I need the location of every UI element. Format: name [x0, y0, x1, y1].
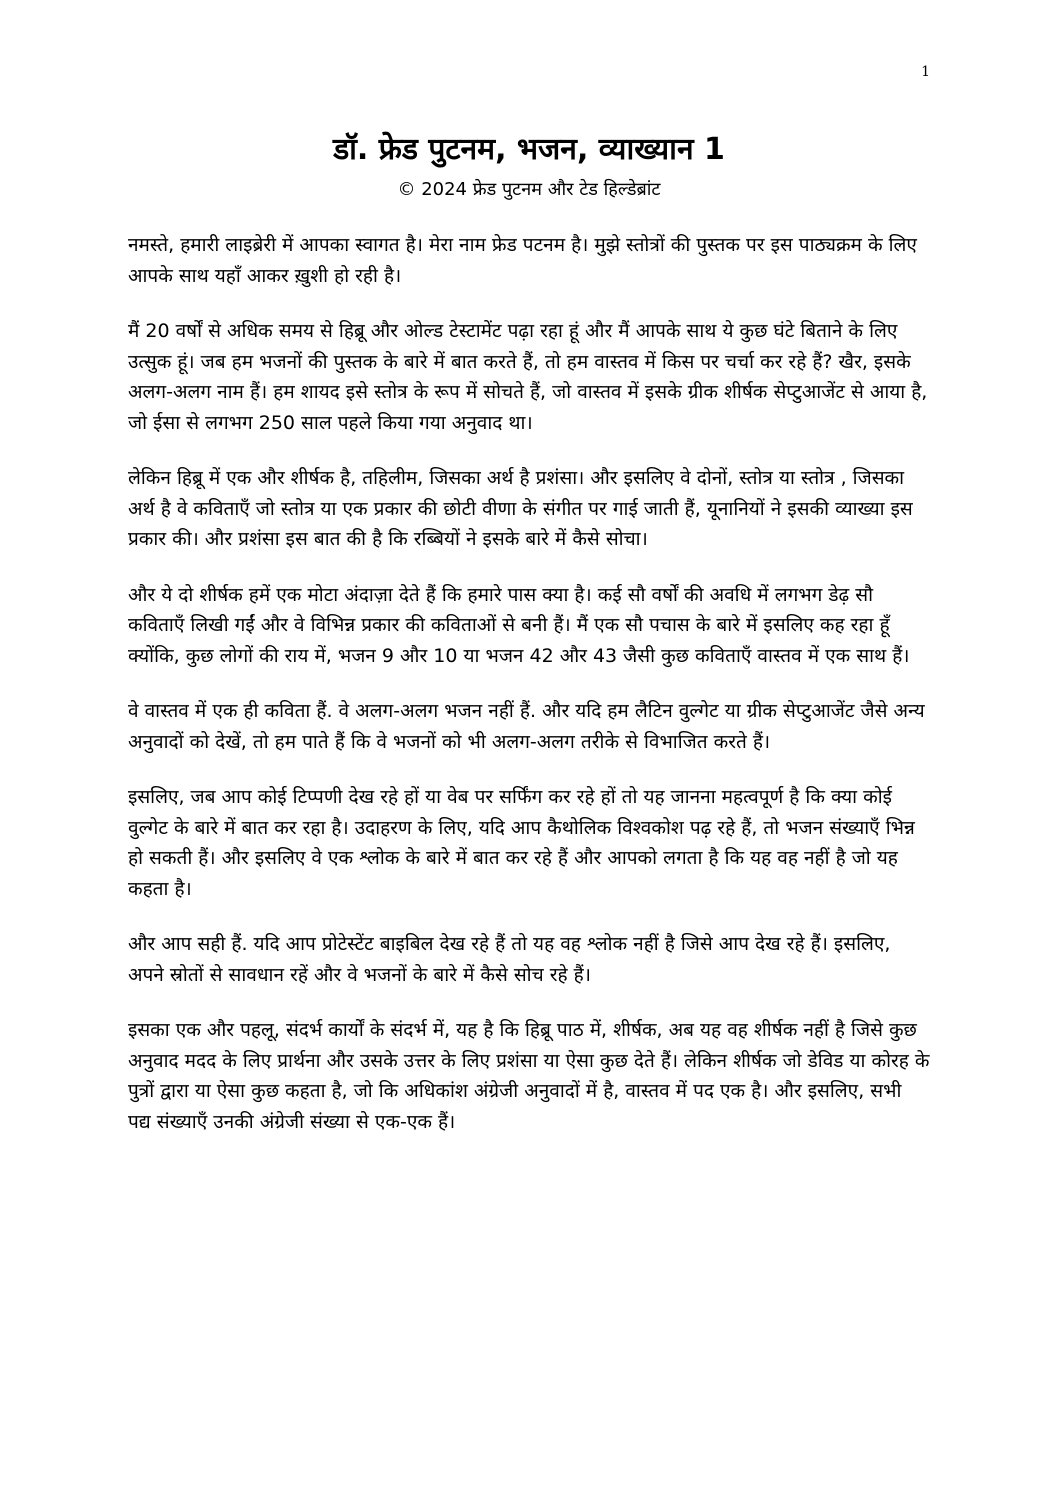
document-title: डॉ. फ्रेड पुटनम, भजन, व्याख्यान 1	[333, 132, 725, 167]
paragraph: इसका एक और पहलू, संदर्भ कार्यों के संदर्भ में, यह है कि हिब्रू पाठ में, शीर्षक, अब यह वह शीर्षक नहीं है जिसे कुछ अनुवाद मदद के लिए प्रार्थना और उसके उत्तर के लिए प्रशंसा या ऐसा कुछ देते हैं। लेकिन शीर्षक जो डेविड या कोरह के पुत्रों द्वारा या ऐसा कुछ कहता है, जो कि अधिकांश अंग्रेजी अनुवादों में है, वास्तव में पद एक है। और इसलिए, सभी पद्य संख्याएँ उनकी अंग्रेजी संख्या से एक-एक हैं।	[128, 1019, 930, 1133]
page-number: 1	[921, 64, 930, 80]
document-body	[128, 230, 930, 1162]
paragraph: मैं 20 वर्षों से अधिक समय से हिब्रू और ओल्ड टेस्टामेंट पढ़ा रहा हूं और मैं आपके साथ ये कुछ घंटे बिताने के लिए उत्सुक हूं। जब हम भजनों की पुस्तक के बारे में बात करते हैं, तो हम वास्तव में किस पर चर्चा कर रहे हैं? खैर, इसके अलग-अलग नाम हैं। हम शायद इसे स्तोत्र के रूप में सोचते हैं, जो वास्तव में इसके ग्रीक शीर्षक सेप्टुआजेंट से आया है, जो ईसा से लगभग 250 साल पहले किया गया अनुवाद था।	[128, 320, 928, 434]
paragraph: और आप सही हैं. यदि आप प्रोटेस्टेंट बाइबिल देख रहे हैं तो यह वह श्लोक नहीं है जिसे आप देख रहे हैं। इसलिए, अपने स्रोतों से सावधान रहें और वे भजनों के बारे में कैसे सोच रहे हैं।	[128, 933, 891, 986]
paragraph: और ये दो शीर्षक हमें एक मोटा अंदाज़ा देते हैं कि हमारे पास क्या है। कई सौ वर्षों की अवधि में लगभग डेढ़ सौ कविताएँ लिखी गईं और वे विभिन्न प्रकार की कविताओं से बनी हैं। मैं एक सौ पचास के बारे में इसलिए कह रहा हूँ क्योंकि, कुछ लोगों की राय में, भजन 9 और 10 या भजन 42 और 43 जैसी कुछ कविताएँ वास्तव में एक साथ हैं।	[128, 583, 910, 667]
paragraph: लेकिन हिब्रू में एक और शीर्षक है, तहिलीम, जिसका अर्थ है प्रशंसा। और इसलिए वे दोनों, स्तोत्र या स्तोत्र , जिसका अर्थ है वे कविताएँ जो स्तोत्र या एक प्रकार की छोटी वीणा के संगीत पर गाई जाती हैं, यूनानियों ने इसकी व्याख्या इस प्रकार की। और प्रशंसा इस बात की है कि रब्बियों ने इसके बारे में कैसे सोचा।	[128, 467, 913, 550]
paragraph: वे वास्तव में एक ही कविता हैं. वे अलग-अलग भजन नहीं हैं. और यदि हम लैटिन वुल्गेट या ग्रीक सेप्टुआजेंट जैसे अन्य अनुवादों को देखें, तो हम पाते हैं कि वे भजनों को भी अलग-अलग तरीके से विभाजित करते हैं।	[128, 700, 925, 753]
paragraph: इसलिए, जब आप कोई टिप्पणी देख रहे हों या वेब पर सर्फिंग कर रहे हों तो यह जानना महत्वपूर्ण है कि क्या कोई वुल्गेट के बारे में बात कर रहा है। उदाहरण के लिए, यदि आप कैथोलिक विश्वकोश पढ़ रहे हैं, तो भजन संख्याएँ भिन्न हो सकती हैं। और इसलिए वे एक श्लोक के बारे में बात कर रहे हैं और आपको लगता है कि यह वह नहीं है जो यह कहता है।	[128, 786, 915, 900]
document-header	[0, 128, 1058, 204]
copyright-line: © 2024 फ्रेड पुटनम और टेड हिल्डेब्रांट	[397, 179, 661, 200]
paragraph: नमस्ते, हमारी लाइब्रेरी में आपका स्वागत है। मेरा नाम फ्रेड पटनम है। मुझे स्तोत्रों की पुस्तक पर इस पाठ्यक्रम के लिए आपके साथ यहाँ आकर ख़ुशी हो रही है।	[128, 234, 917, 287]
